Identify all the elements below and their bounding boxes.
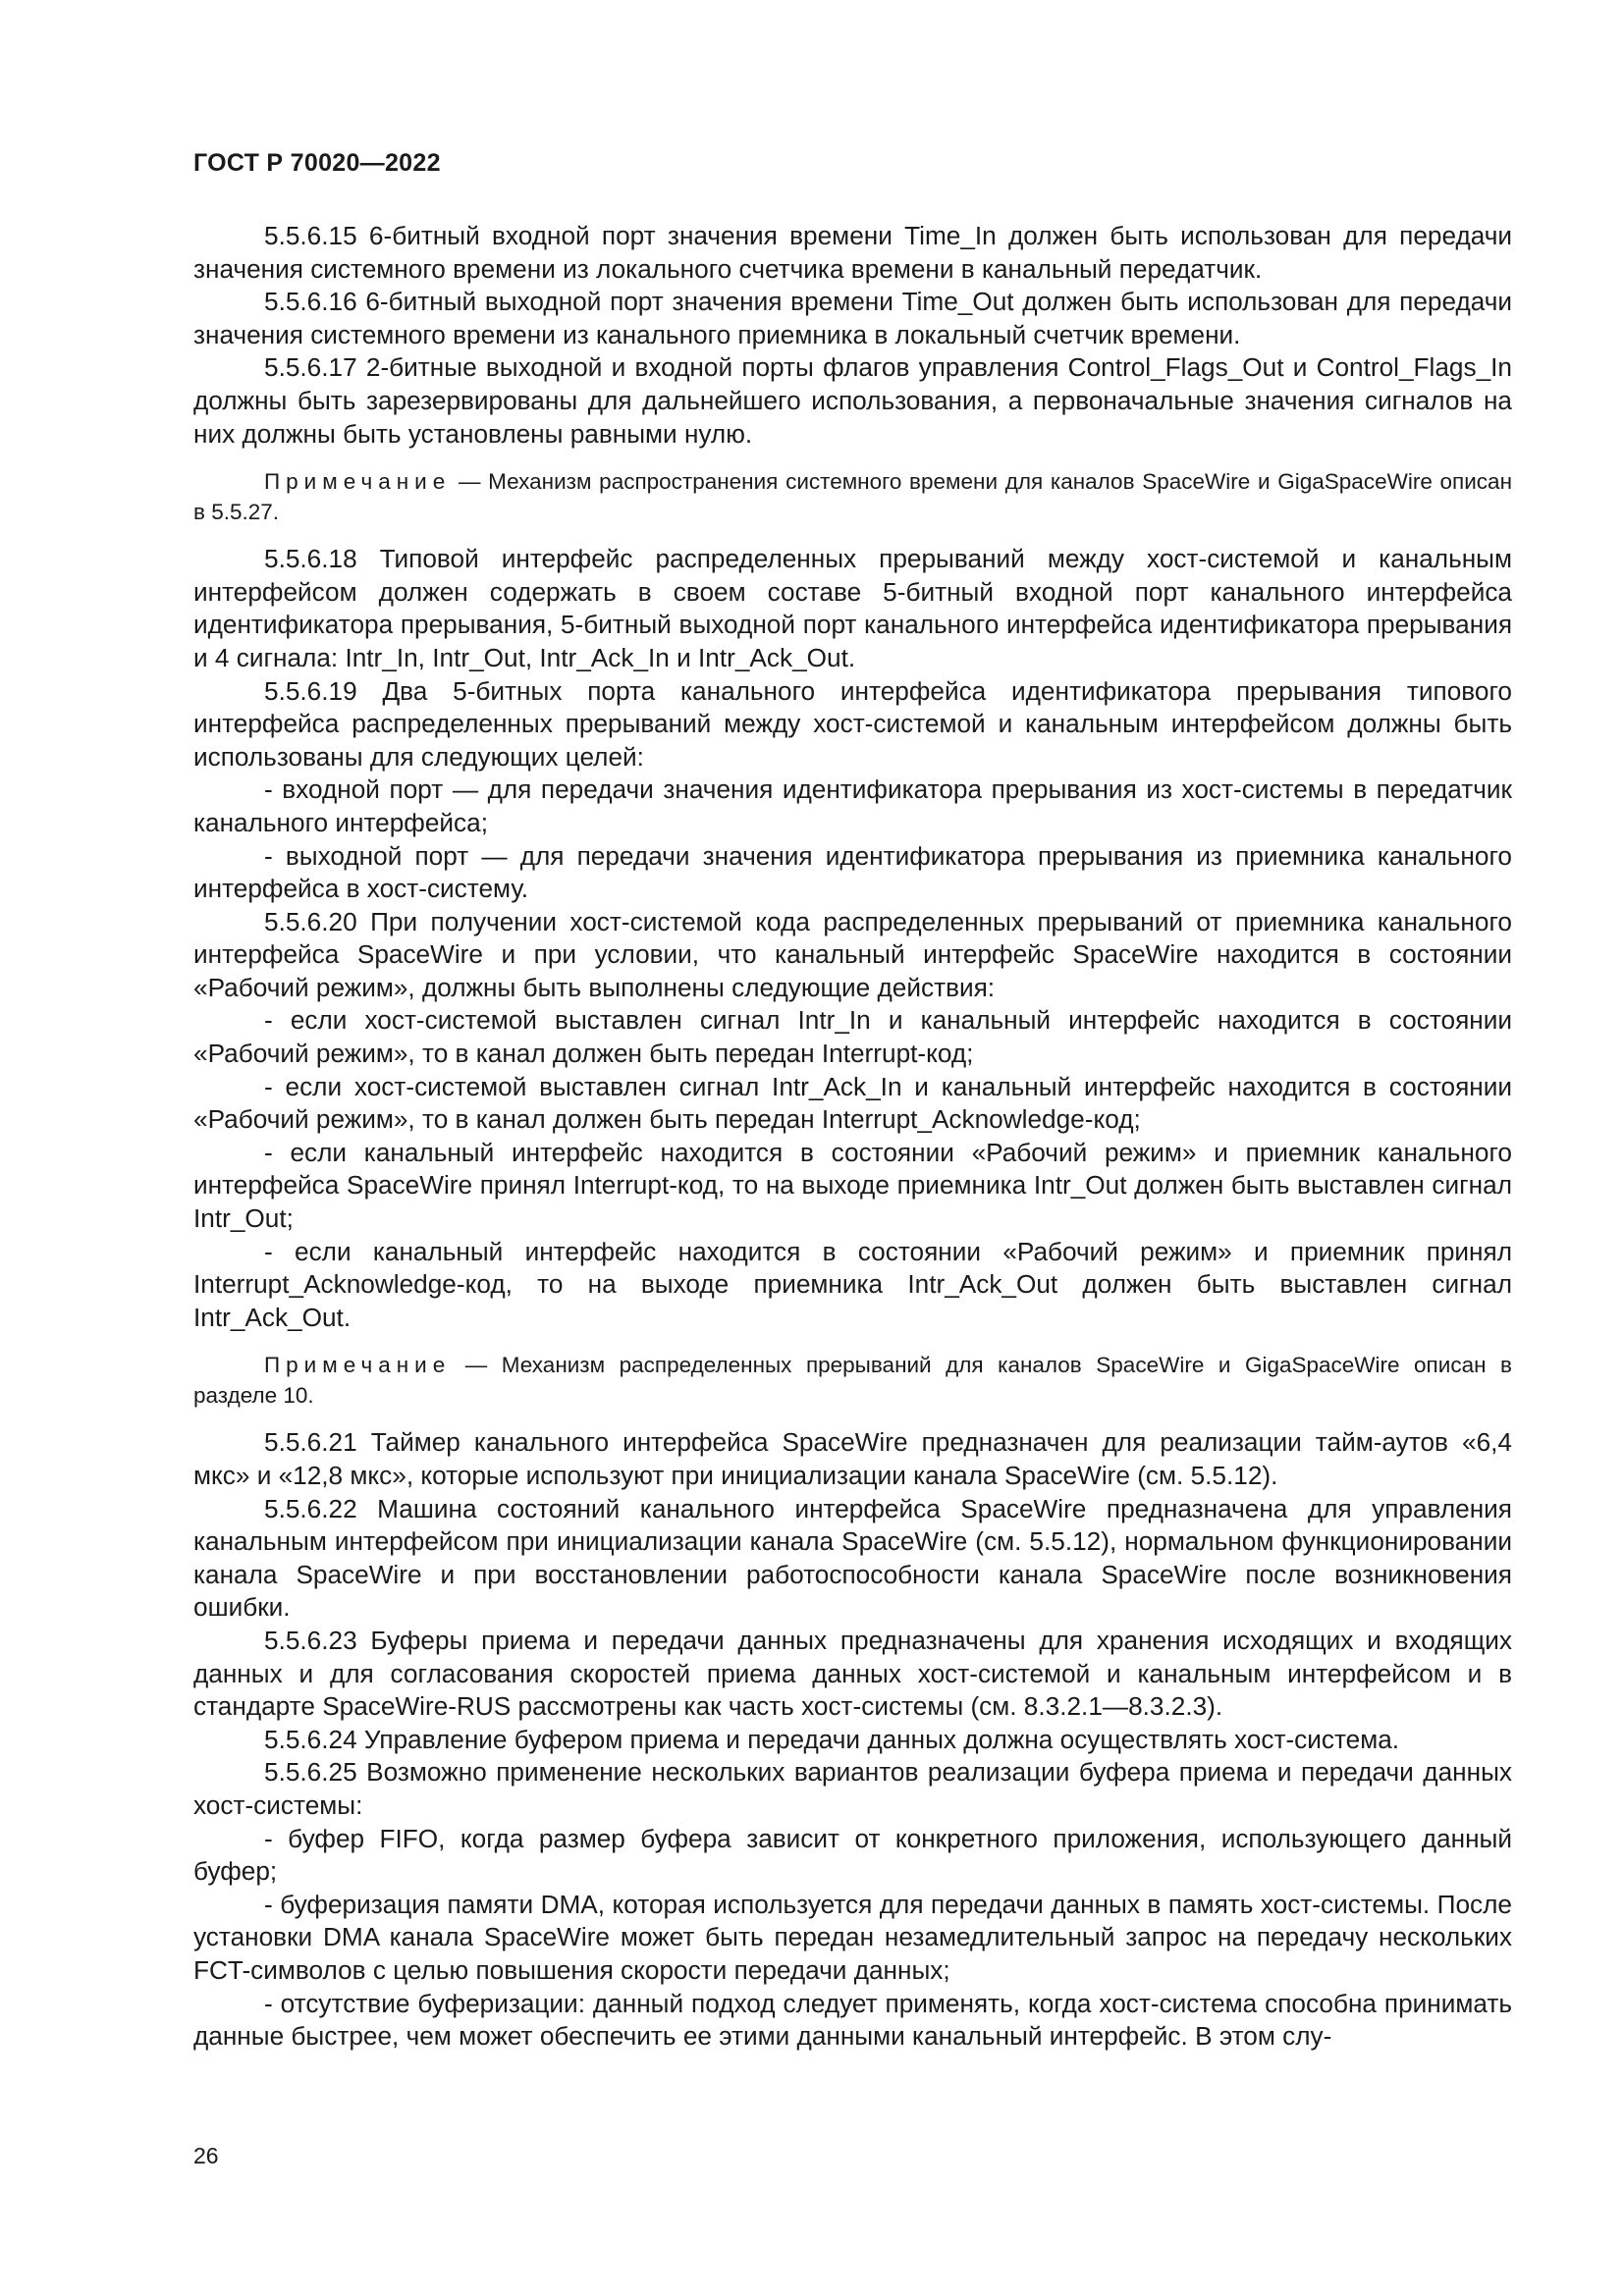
list-item: - буфер FIFO, когда размер буфера зависит от конкретного приложения, использующего данный буфер; — [193, 1823, 1512, 1887]
note — [193, 466, 1512, 527]
paragraph: 5.5.6.21 Таймер канального интерфейса SpaceWire предназначен для реализации тайм-аутов «6,4 мкс» и «12,8 мкс», которые используют при инициализации канала SpaceWire (см. 5.5.12). — [193, 1427, 1512, 1490]
list-item: - буферизация памяти DMA, которая используется для передачи данных в память хост-системы. После установки DMA канала SpaceWire может быть передан незамедлительный запрос на передачу нескольких FCT-символов с целью повышения скорости передачи данных; — [193, 1889, 1512, 1985]
paragraph: 5.5.6.24 Управление буфером приема и передачи данных должна осуществлять хост-система. — [264, 1724, 1400, 1754]
list-item: - выходной порт — для передачи значения идентификатора прерывания из приемника канального интерфейса в хост-систему. — [193, 840, 1512, 904]
list-item: - если хост-системой выставлен сигнал Intr_Ack_In и канальный интерфейс находится в состоянии «Рабочий режим», то в канал должен быть передан Interrupt_Acknowledge-код; — [193, 1071, 1512, 1135]
document-header: ГОСТ Р 70020—2022 — [193, 149, 441, 177]
paragraph: 5.5.6.25 Возможно применение нескольких вариантов реализации буфера приема и передачи данных хост-системы: — [193, 1757, 1512, 1820]
paragraph: 5.5.6.19 Два 5-битных порта канального интерфейса идентификатора прерывания типового интерфейса распределенных прерываний между хост-системой и канальным интерфейсом должны быть использованы для следующих целей: — [193, 675, 1512, 772]
note-text: — Механизм распространения системного времени для каналов SpaceWire и GigaSpaceWire описан в 5.5.27. — [193, 469, 1512, 525]
document-body — [193, 220, 1512, 2054]
list-item: - если хост-системой выставлен сигнал Intr_In и канальный интерфейс находится в состоянии «Рабочий режим», то в канал должен быть передан Interrupt-код; — [193, 1005, 1512, 1069]
paragraph: 5.5.6.17 2-битные выходной и входной порты флагов управления Control_Flags_Out и Control_Flags_In должны быть зарезервированы для дальнейшего использования, а первоначальные значения сигналов на них должны быть установлены равными нулю. — [193, 352, 1512, 449]
page-number: 26 — [193, 2143, 219, 2168]
note-label: Примечание — [264, 1353, 452, 1378]
paragraph: 5.5.6.15 6-битный входной порт значения времени Time_In должен быть использован для передачи значения системного времени из локального счетчика времени в канальный передатчик. — [193, 221, 1512, 284]
paragraph: 5.5.6.16 6-битный выходной порт значения времени Time_Out должен быть использован для передачи значения системного времени из канального приемника в локальный счетчик времени. — [193, 287, 1512, 349]
list-item: - если канальный интерфейс находится в состоянии «Рабочий режим» и приемник канального интерфейса SpaceWire принял Interrupt-код, то на выходе приемника Intr_Out должен быть выставлен сигнал Intr_Out; — [193, 1137, 1512, 1234]
note-label: Примечание — [264, 469, 452, 495]
list-item: - входной порт — для передачи значения идентификатора прерывания из хост-системы в передатчик канального интерфейса; — [193, 774, 1512, 837]
list-item: - отсутствие буферизации: данный подход следует применять, когда хост-система способна принимать данные быстрее, чем может обеспечить ее этими данными канальный интерфейс. В этом слу- — [193, 1988, 1512, 2052]
paragraph: 5.5.6.22 Машина состояний канального интерфейса SpaceWire предназначена для управления канальным интерфейсом при инициализации канала SpaceWire (см. 5.5.12), нормальном функционировании канала SpaceWire и при восстановлении работоспособности канала SpaceWire после возникновения ошибки. — [193, 1493, 1512, 1623]
paragraph: 5.5.6.23 Буферы приема и передачи данных предназначены для хранения исходящих и входящих данных и для согласования скоростей приема данных хост-системой и канальным интерфейсом и в стандарте SpaceWire-RUS рассмотрены как часть хост-системы (см. 8.3.2.1—8.3.2.3). — [193, 1625, 1512, 1722]
paragraph: 5.5.6.18 Типовой интерфейс распределенных прерываний между хост-системой и канальным интерфейсом должен содержать в своем составе 5-битный входной порт канального интерфейса идентификатора прерывания, 5-битный выходной порт канального интерфейса идентификатора прерывания и 4 сигнала: Intr_In, Intr_Out, Intr_Ack_In и Intr_Ack_Out. — [193, 544, 1512, 672]
list-item: - если канальный интерфейс находится в состоянии «Рабочий режим» и приемник принял Interrupt_Acknowledge-код, то на выходе приемника Intr_Ack_Out должен быть выставлен сигнал Intr_Ack_Out. — [193, 1236, 1512, 1332]
note-text: — Механизм распределенных прерываний для каналов SpaceWire и GigaSpaceWire описан в разделе 10. — [193, 1353, 1512, 1409]
paragraph: 5.5.6.20 При получении хост-системой кода распределенных прерываний от приемника канального интерфейса SpaceWire и при условии, что канальный интерфейс SpaceWire находится в состоянии «Рабочий режим», должны быть выполнены следующие действия: — [193, 906, 1512, 1002]
note — [193, 1350, 1512, 1411]
